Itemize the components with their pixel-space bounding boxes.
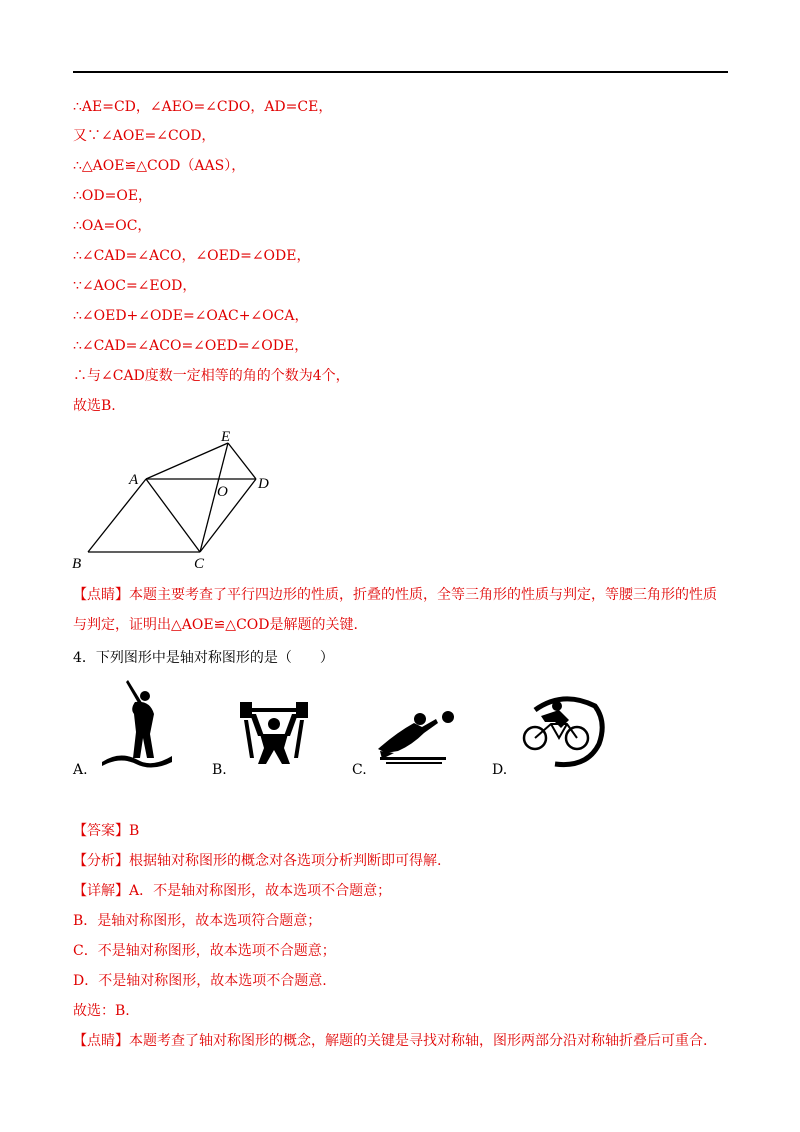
- label-e: E: [221, 429, 231, 445]
- option-d-label: D.: [492, 762, 508, 778]
- proof-line-1: ∴AE=CD，∠AEO=∠CDO，AD=CE，: [73, 99, 333, 115]
- volleyball-player-icon: [376, 705, 458, 767]
- question-4: 4．下列图形中是轴对称图形的是（ ）: [73, 650, 334, 666]
- geometry-figure: [70, 425, 290, 575]
- cyclist-icon: [515, 692, 607, 770]
- proof-line-2: 又∵∠AOE=∠COD，: [73, 128, 216, 144]
- segment-ae: [146, 443, 228, 479]
- analysis: 【分析】根据轴对称图形的概念对各选项分析判断即可得解.: [73, 853, 442, 869]
- detail-line-4: D．不是轴对称图形，故本选项不合题意.: [73, 973, 327, 989]
- proof-line-11: 故选B.: [73, 398, 116, 414]
- answer: 【答案】B: [73, 823, 140, 839]
- label-c: C: [194, 556, 205, 572]
- proof-line-3: ∴△AOE≌△COD（AAS），: [73, 158, 246, 174]
- header-rule: [73, 71, 728, 73]
- detail-line-1: 【详解】A．不是轴对称图形，故本选项不合题意；: [73, 883, 392, 899]
- comment-2: 【点睛】本题考查了轴对称图形的概念，解题的关键是寻找对称轴，图形两部分沿对称轴折叠后可重合.: [73, 1033, 708, 1049]
- proof-line-7: ∵∠AOC=∠EOD，: [73, 278, 197, 294]
- segment-ed: [228, 443, 256, 479]
- label-o: O: [217, 484, 228, 500]
- option-a-label: A.: [73, 762, 88, 778]
- proof-line-10: ∴与∠CAD度数一定相等的角的个数为4个，: [73, 368, 350, 384]
- proof-line-5: ∴OA=OC，: [73, 218, 152, 234]
- label-a: A: [129, 472, 139, 488]
- proof-line-9: ∴∠CAD=∠ACO=∠OED=∠ODE，: [73, 338, 309, 354]
- segment-ac: [146, 479, 200, 552]
- proof-line-8: ∴∠OED+∠ODE=∠OAC+∠OCA，: [73, 308, 309, 324]
- golfer-icon: [100, 676, 175, 770]
- comment-1: 【点睛】本题主要考查了平行四边形的性质，折叠的性质，全等三角形的性质与判定，等腰三角形的性质与判定，证明出△AOE≌△COD是解题的关键.: [73, 587, 717, 633]
- proof-line-6: ∴∠CAD=∠ACO，∠OED=∠ODE，: [73, 248, 311, 264]
- segment-cd: [200, 479, 256, 552]
- option-b-label: B.: [212, 762, 227, 778]
- detail-line-3: C．不是轴对称图形，故本选项不合题意；: [73, 943, 336, 959]
- proof-line-4: ∴OD=OE，: [73, 188, 153, 204]
- option-c-label: C.: [352, 762, 367, 778]
- detail-line-2: B．是轴对称图形，故本选项符合题意；: [73, 913, 322, 929]
- label-b: B: [72, 556, 82, 572]
- label-d: D: [258, 476, 269, 492]
- weightlifter-icon: [238, 696, 310, 766]
- segment-ab: [88, 479, 146, 552]
- choice: 故选：B.: [73, 1003, 130, 1019]
